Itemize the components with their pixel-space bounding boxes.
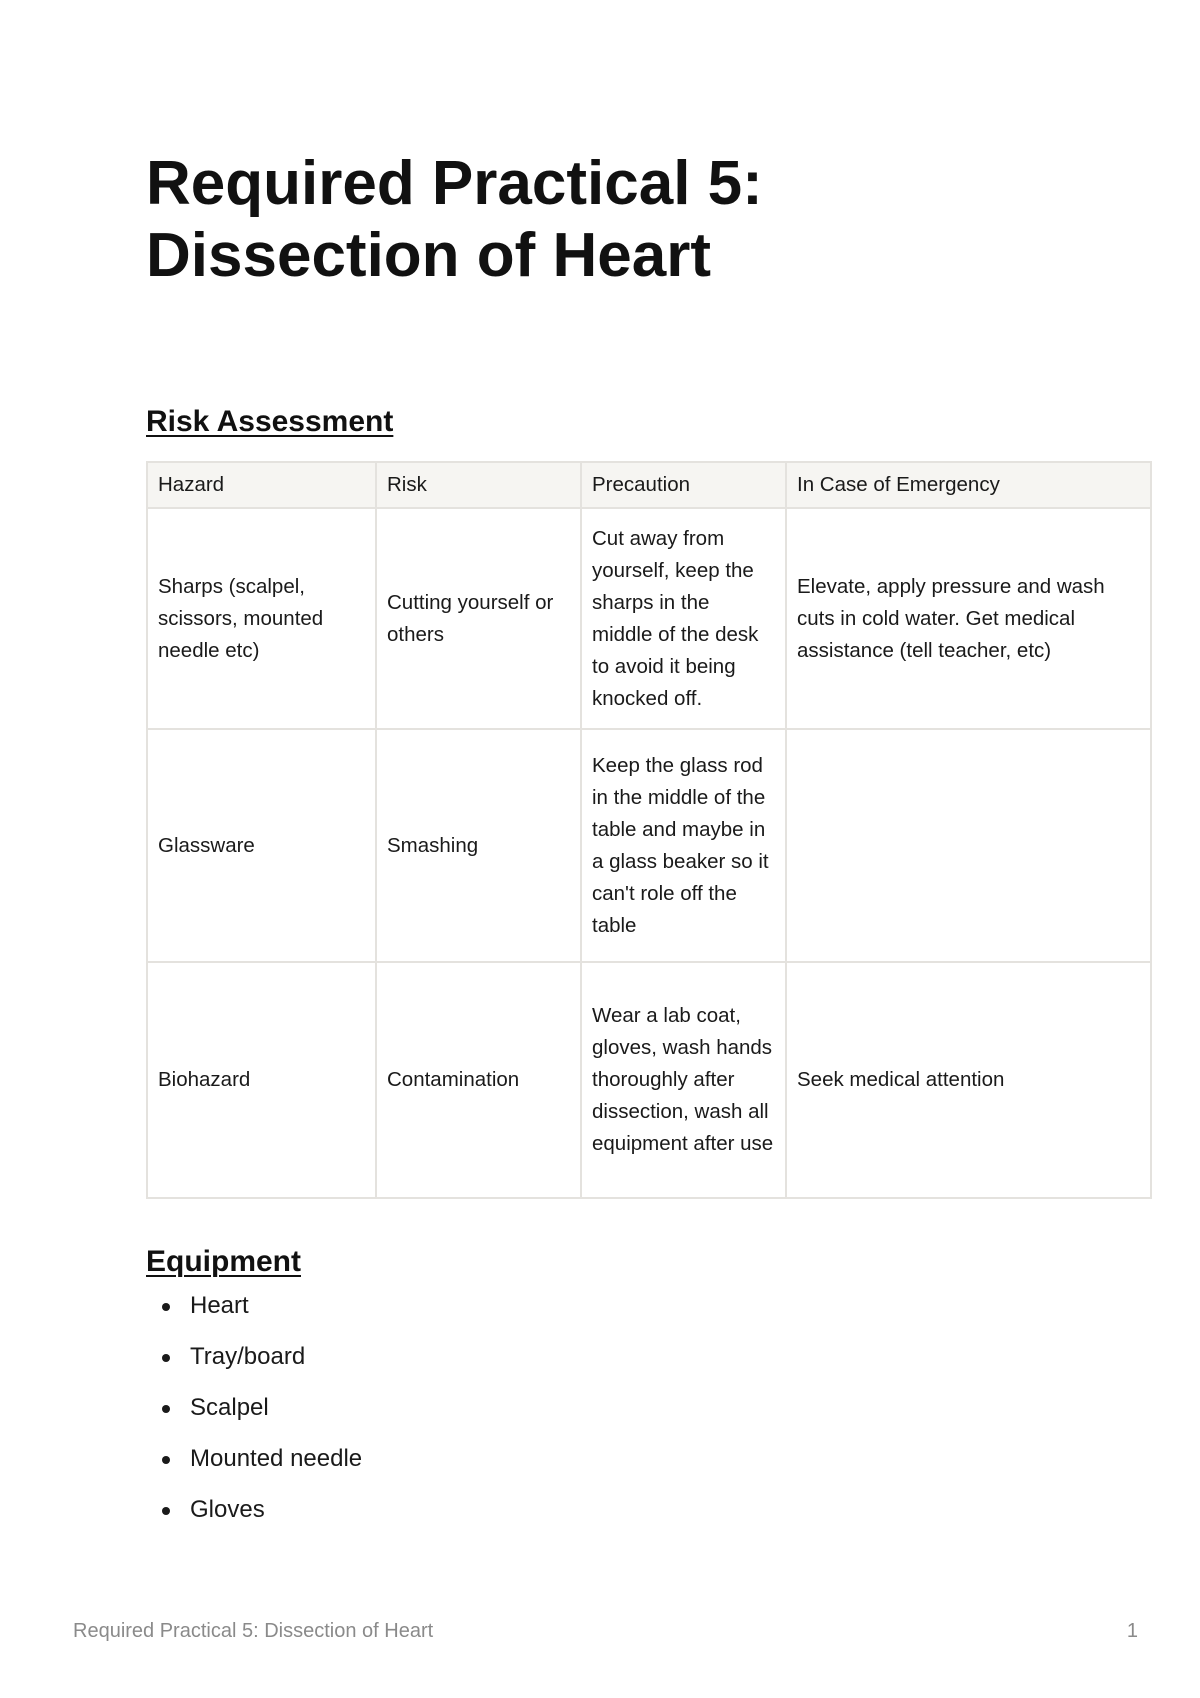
- emergency-cell: Elevate, apply pressure and wash cuts in cold water. Get medical assistance (tell teacher, etc): [786, 508, 1151, 729]
- equipment-item-label: Gloves: [190, 1496, 265, 1523]
- column-header-precaution: Precaution: [581, 462, 786, 508]
- bullet-icon: [162, 1507, 170, 1515]
- bullet-icon: [162, 1456, 170, 1464]
- column-header-emergency: In Case of Emergency: [786, 462, 1151, 508]
- list-item: [146, 1443, 362, 1494]
- precaution-cell: Keep the glass rod in the middle of the table and maybe in a glass beaker so it can't role off the table: [581, 729, 786, 962]
- risk-cell: Contamination: [376, 962, 581, 1198]
- precaution-cell: Cut away from yourself, keep the sharps in the middle of the desk to avoid it being knocked off.: [581, 508, 786, 729]
- table-header-row: [147, 462, 1151, 508]
- table-row: [147, 962, 1151, 1198]
- hazard-cell: Sharps (scalpel, scissors, mounted needle etc): [147, 508, 376, 729]
- column-header-risk: Risk: [376, 462, 581, 508]
- equipment-list: [146, 1290, 362, 1545]
- emergency-cell: [786, 729, 1151, 962]
- risk-assessment-heading: Risk Assessment: [146, 405, 394, 438]
- bullet-icon: [162, 1405, 170, 1413]
- emergency-cell: Seek medical attention: [786, 962, 1151, 1198]
- page-title: Required Practical 5: Dissection of Heart: [146, 149, 763, 290]
- hazard-cell: Biohazard: [147, 962, 376, 1198]
- list-item: [146, 1290, 362, 1341]
- bullet-icon: [162, 1354, 170, 1362]
- precaution-cell: Wear a lab coat, gloves, wash hands thoroughly after dissection, wash all equipment after use: [581, 962, 786, 1198]
- equipment-item-label: Mounted needle: [190, 1445, 363, 1472]
- risk-assessment-table: [146, 461, 1152, 1199]
- bullet-icon: [162, 1303, 170, 1311]
- equipment-item-label: Heart: [190, 1292, 249, 1319]
- equipment-item-label: Tray/board: [190, 1343, 306, 1370]
- equipment-item-label: Scalpel: [190, 1394, 269, 1421]
- list-item: [146, 1341, 362, 1392]
- risk-cell: Smashing: [376, 729, 581, 962]
- footer-page-number: 1: [1126, 1620, 1138, 1642]
- risk-cell: Cutting yourself or others: [376, 508, 581, 729]
- table-row: [147, 508, 1151, 729]
- list-item: [146, 1494, 362, 1545]
- list-item: [146, 1392, 362, 1443]
- hazard-cell: Glassware: [147, 729, 376, 962]
- equipment-heading: Equipment: [146, 1245, 301, 1278]
- footer-document-title: Required Practical 5: Dissection of Heart: [73, 1620, 434, 1642]
- table-row: [147, 729, 1151, 962]
- column-header-hazard: Hazard: [147, 462, 376, 508]
